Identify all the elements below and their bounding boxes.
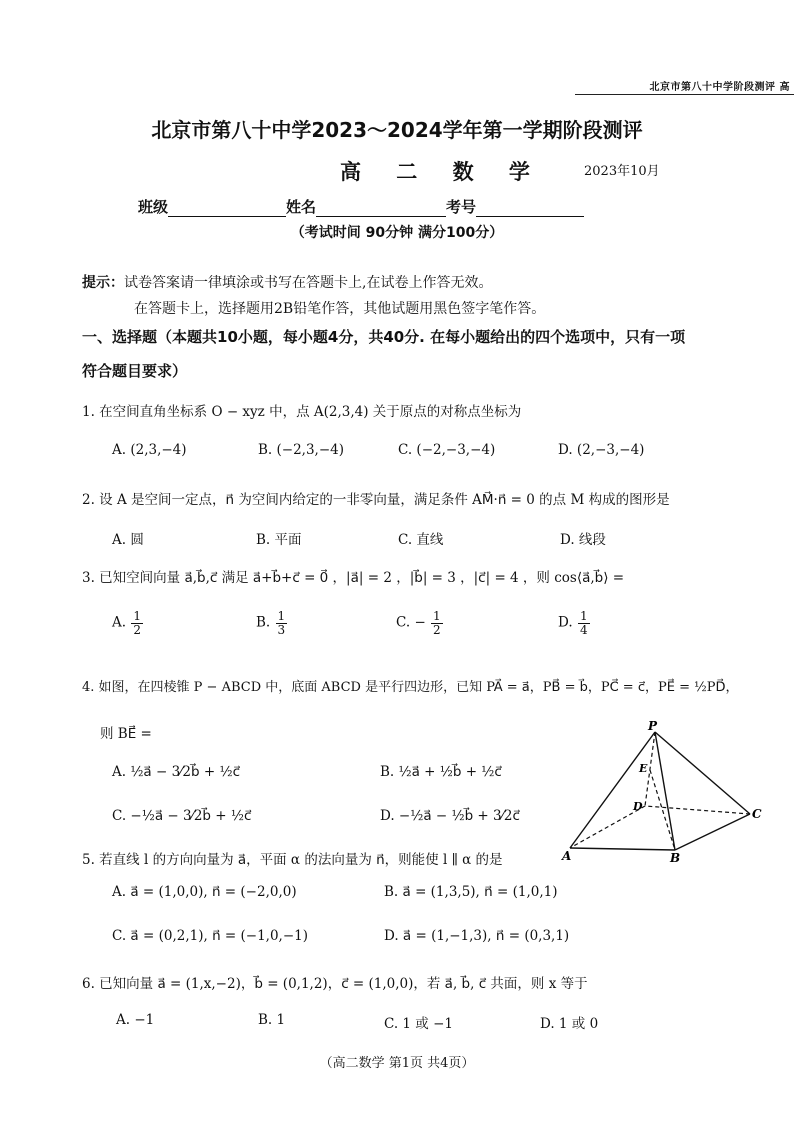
tip-label: 提示： [82, 275, 124, 291]
edge-ab [570, 848, 675, 850]
question-4-stem: 4. 如图，在四棱锥 P − ABCD 中，底面 ABCD 是平行四边形，已知 PA⃗ = a⃗，PB⃗ = b⃗，PC⃗ = c⃗，PE⃗ = ½PD⃗， [82, 680, 739, 695]
q1-option-a[interactable]: A. (2,3,−4) [112, 442, 187, 458]
segment-be [650, 770, 675, 850]
q3-option-c-sign: − [414, 614, 426, 631]
q1-option-c[interactable]: C. (−2,−3,−4) [398, 442, 496, 458]
name-label: 姓名 [286, 198, 317, 216]
label-c: C [752, 807, 762, 821]
tip-text-1: 试卷答案请一律填涂或书写在答题卡上,在试卷上作答无效。 [124, 275, 493, 291]
label-e: E [639, 762, 648, 775]
q3-option-c-prefix: C. [396, 614, 411, 631]
edge-cd [645, 806, 750, 814]
tip-line-1 [82, 272, 492, 292]
class-label: 班级 [138, 198, 169, 216]
q3-option-a-fraction [131, 610, 143, 636]
q1-option-b[interactable]: B. (−2,3,−4) [258, 442, 345, 458]
question-6-stem: 6. 已知向量 a⃗ = (1,x,−2)，b⃗ = (0,1,2)，c⃗ = (1,0,0)，若 a⃗, b⃗, c⃗ 共面，则 x 等于 [82, 976, 588, 992]
edge-pa [570, 732, 655, 848]
q3-option-c-num: 1 [433, 609, 441, 623]
q6-option-a[interactable]: A. −1 [116, 1012, 155, 1028]
page-footer: （高二数学 第1页 共4页） [319, 1056, 475, 1071]
q3-option-d-den: 4 [579, 622, 588, 637]
q2-option-a[interactable]: A. 圆 [112, 532, 144, 548]
q3-option-d-prefix: D. [558, 614, 573, 631]
q3-option-d-num: 1 [579, 609, 588, 623]
label-p: P [648, 719, 658, 733]
edge-bc [675, 814, 750, 850]
q4-option-b[interactable]: B. ½a⃗ + ½b⃗ + ½c⃗ [380, 764, 502, 780]
question-1-stem: 1. 在空间直角坐标系 O − xyz 中，点 A(2,3,4) 关于原点的对称点坐标为 [82, 404, 522, 420]
q3-option-b-fraction [276, 610, 288, 636]
exam-no-field[interactable] [476, 200, 584, 217]
q5-option-c[interactable]: C. a⃗ = (0,2,1), n⃗ = (−1,0,−1) [112, 928, 309, 944]
label-a: A [562, 849, 572, 863]
q5-option-d[interactable]: D. a⃗ = (1,−1,3), n⃗ = (0,3,1) [384, 928, 570, 944]
section-heading-cont: 符合题目要求） [82, 362, 188, 380]
q6-option-d[interactable]: D. 1 或 0 [540, 1016, 599, 1032]
q3-option-b-num: 1 [277, 609, 286, 623]
q3-option-b-den: 3 [277, 622, 286, 637]
q3-option-a[interactable] [112, 610, 144, 636]
question-2-stem: 2. 设 A 是空间一定点，n⃗ 为空间内给定的一非零向量，满足条件 AM⃗·n⃗ = 0 的点 M 构成的图形是 [82, 492, 670, 508]
exam-no-label: 考号 [446, 198, 477, 216]
page-title: 北京市第八十中学2023～2024学年第一学期阶段测评 [151, 118, 643, 142]
section-heading: 一、选择题（本题共10小题，每小题4分，共40分. 在每小题给出的四个选项中，只有一项 [82, 328, 686, 346]
label-d: D [633, 800, 643, 813]
q4-option-d[interactable]: D. −½a⃗ − ½b⃗ + 3⁄2c⃗ [380, 808, 520, 824]
q2-option-d[interactable]: D. 线段 [560, 532, 606, 548]
q3-option-a-num: 1 [133, 609, 141, 623]
q3-option-b[interactable] [256, 610, 288, 636]
q2-option-b[interactable]: B. 平面 [256, 532, 302, 548]
header-school-label: 北京市第八十中学阶段测评 高 [649, 82, 790, 93]
q4-option-c[interactable]: C. −½a⃗ − 3⁄2b⃗ + ½c⃗ [112, 808, 252, 824]
tip-text-2: 在答题卡上，选择题用2B铅笔作答，其他试题用黑色签字笔作答。 [134, 301, 546, 317]
q3-option-b-prefix: B. [256, 614, 271, 631]
exam-time-note: （考试时间 90分钟 满分100分） [290, 225, 504, 241]
pyramid-figure [560, 716, 770, 868]
name-field[interactable] [316, 200, 446, 217]
q3-option-a-prefix: A. [112, 614, 127, 631]
q3-option-c-fraction [431, 610, 443, 636]
q3-option-d-fraction [578, 610, 590, 636]
label-b: B [670, 851, 681, 865]
subject-title: 高 二 数 学 [340, 160, 544, 184]
question-3-stem: 3. 已知空间向量 a⃗,b⃗,c⃗ 满足 a⃗+b⃗+c⃗ = 0⃗ ，|a⃗| = 2 ，|b⃗| = 3 ，|c⃗| = 4 ，则 cos⟨a⃗,b⃗⟩ = [82, 570, 625, 586]
q3-option-a-den: 2 [133, 622, 141, 637]
exam-date: 2023年10月 [584, 164, 660, 179]
class-field[interactable] [168, 200, 286, 217]
q2-option-c[interactable]: C. 直线 [398, 532, 444, 548]
edge-pb [655, 732, 675, 850]
q5-option-a[interactable]: A. a⃗ = (1,0,0), n⃗ = (−2,0,0) [112, 884, 297, 900]
question-4-stem-cont: 则 BE⃗ = [100, 726, 152, 742]
q3-option-d[interactable] [558, 610, 591, 636]
q3-option-c[interactable] [396, 610, 444, 636]
q6-option-b[interactable]: B. 1 [258, 1012, 286, 1028]
q4-option-a[interactable]: A. ½a⃗ − 3⁄2b⃗ + ½c⃗ [112, 764, 240, 780]
q1-option-d[interactable]: D. (2,−3,−4) [558, 442, 645, 458]
student-info-row [138, 196, 584, 217]
edge-pc [655, 732, 750, 814]
question-5-stem: 5. 若直线 l 的方向向量为 a⃗，平面 α 的法向量为 n⃗，则能使 l ∥ α 的是 [82, 852, 503, 868]
header-rule [575, 94, 794, 95]
q5-option-b[interactable]: B. a⃗ = (1,3,5), n⃗ = (1,0,1) [384, 884, 558, 900]
q6-option-c[interactable]: C. 1 或 −1 [384, 1016, 454, 1032]
q3-option-c-den: 2 [433, 622, 441, 637]
